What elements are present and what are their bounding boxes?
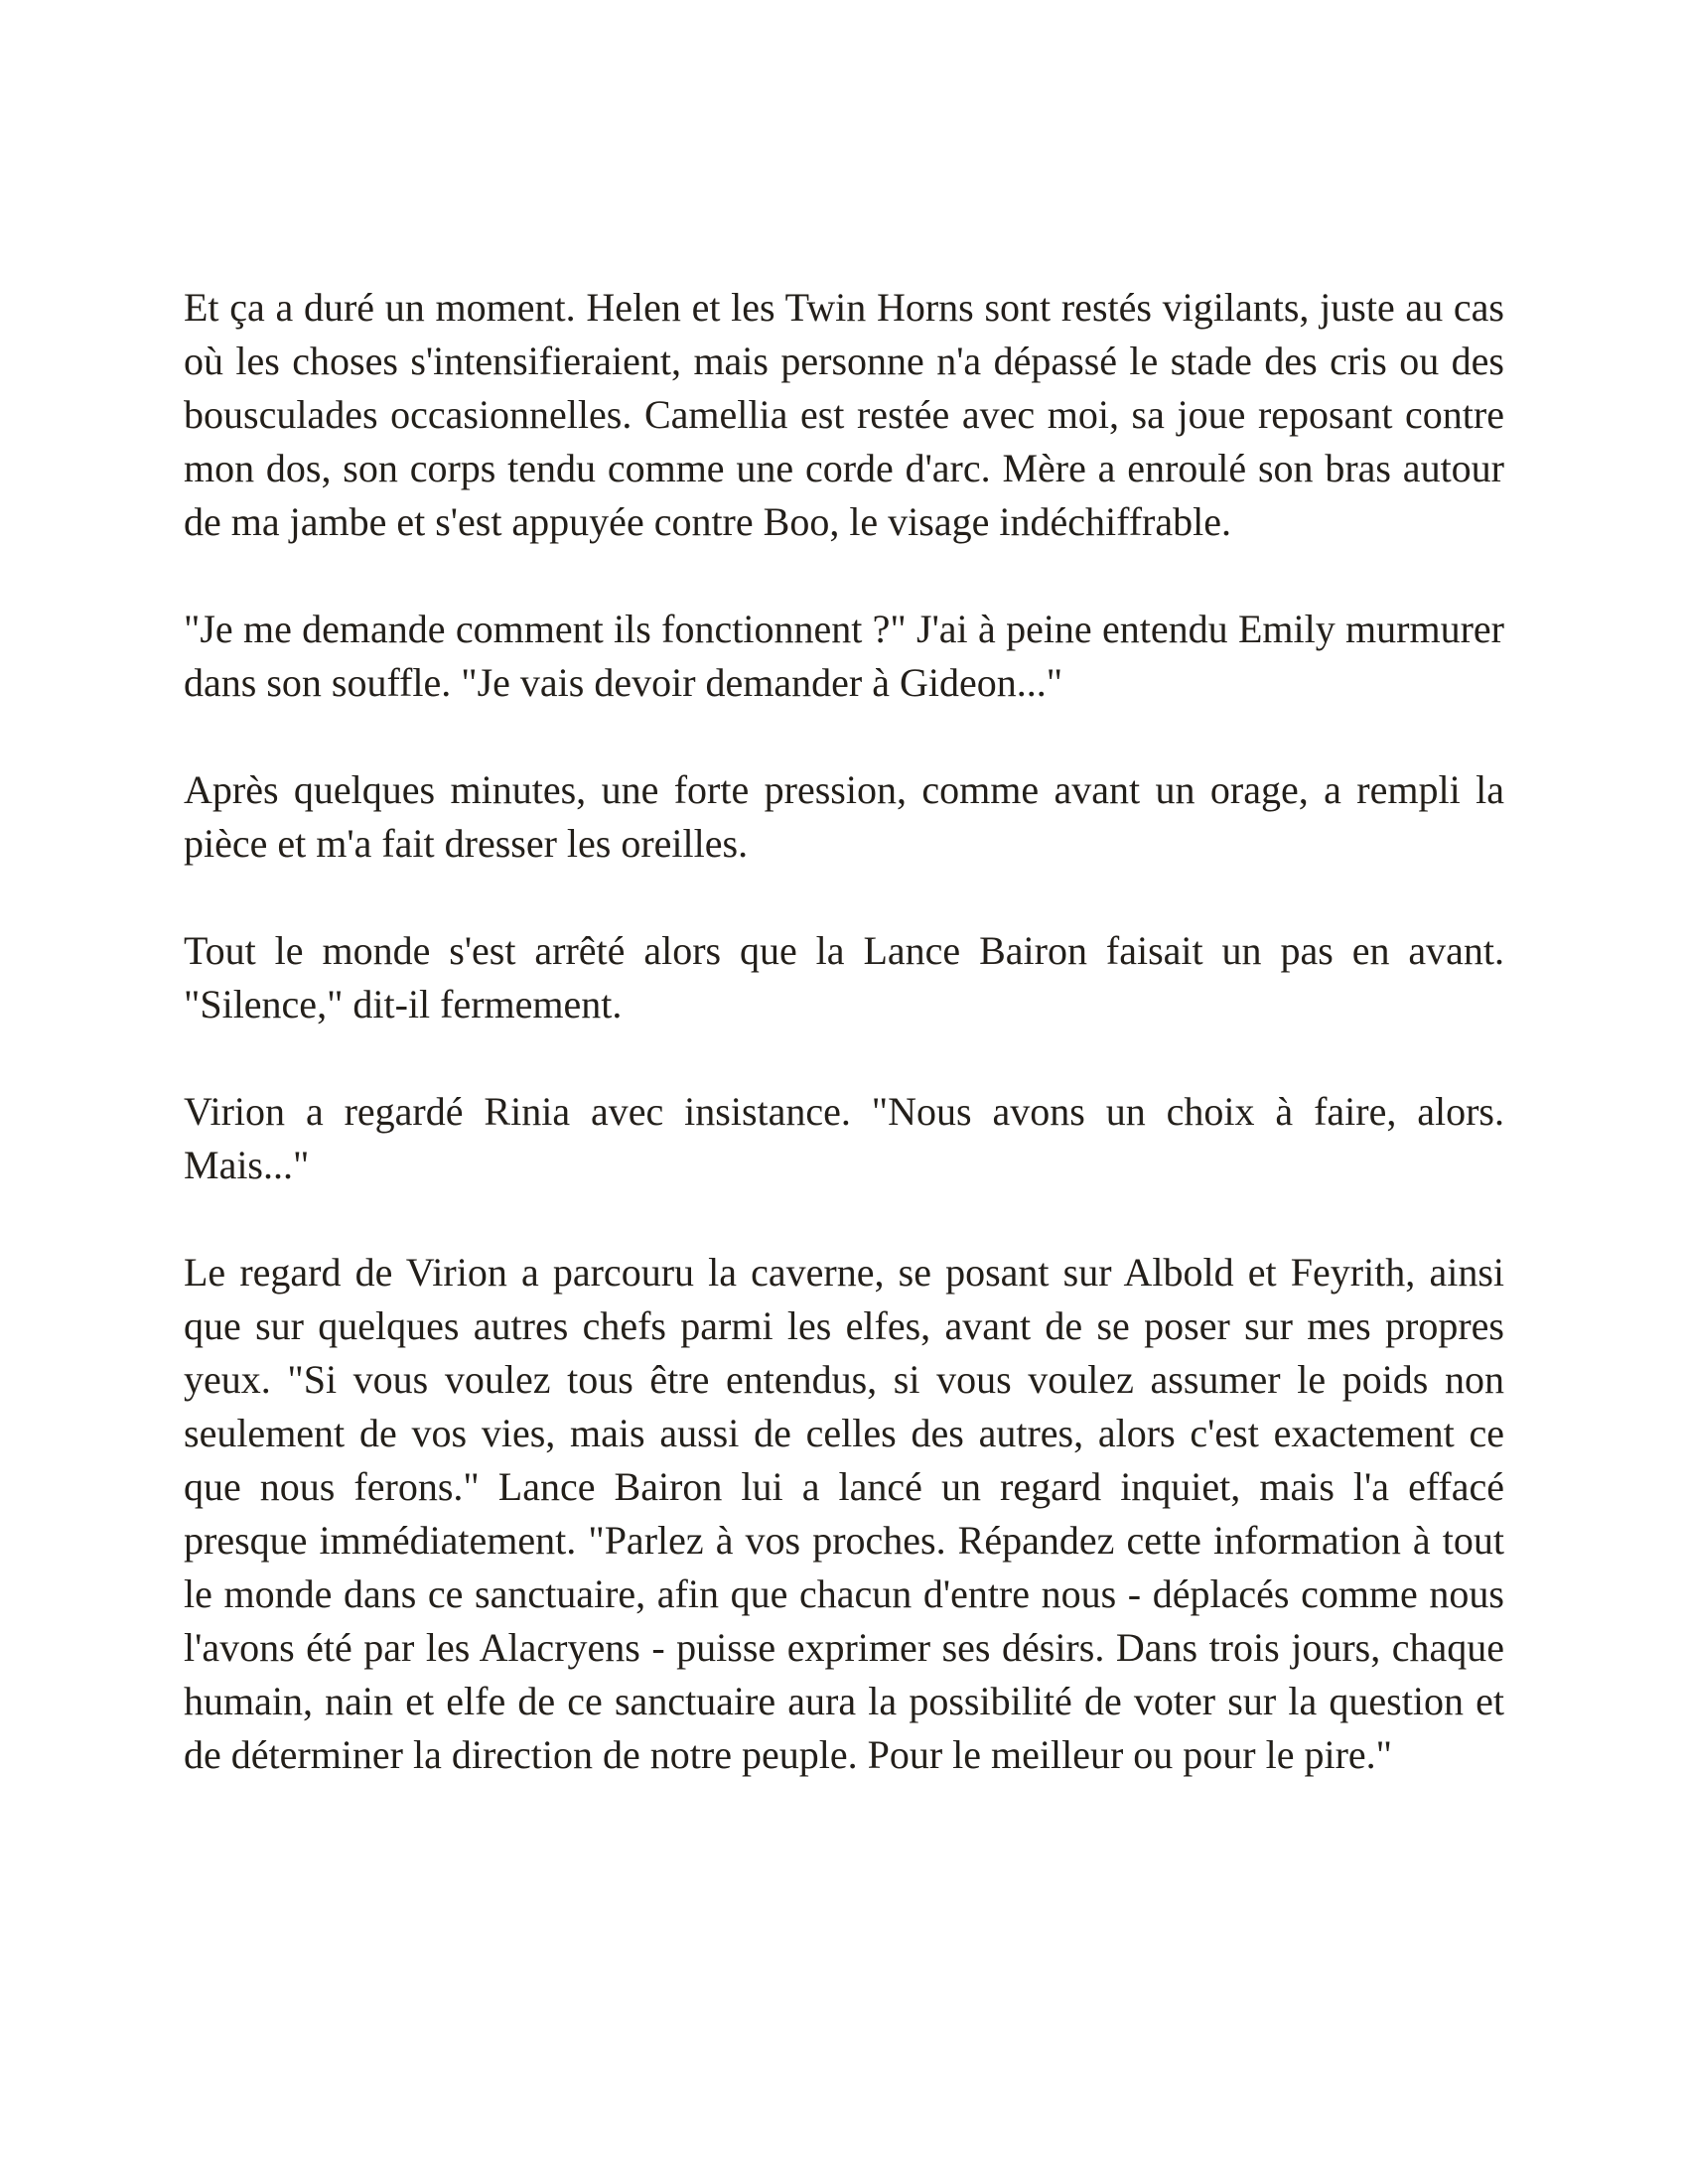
document-text-block: [184, 281, 1504, 1782]
paragraph: "Je me demande comment ils fonctionnent ?" J'ai à peine entendu Emily murmurer dans son souffle. "Je vais devoir demander à Gideon...": [184, 607, 1504, 705]
paragraph: Après quelques minutes, une forte pression, comme avant un orage, a rempli la pièce et m'a fait dresser les oreilles.: [184, 767, 1504, 866]
paragraph: Tout le monde s'est arrêté alors que la Lance Bairon faisait un pas en avant. "Silence," dit-il fermement.: [184, 928, 1504, 1026]
paragraph: Et ça a duré un moment. Helen et les Twin Horns sont restés vigilants, juste au cas où les choses s'intensifieraient, mais personne n'a dépassé le stade des cris ou des bousculades occasionnelles. Camellia est restée avec moi, sa joue reposant contre mon dos, son corps tendu comme une corde d'arc. Mère a enroulé son bras autour de ma jambe et s'est appuyée contre Boo, le visage indéchiffrable.: [184, 285, 1504, 544]
paragraph: Virion a regardé Rinia avec insistance. "Nous avons un choix à faire, alors. Mais...": [184, 1089, 1504, 1187]
paragraph: Le regard de Virion a parcouru la caverne, se posant sur Albold et Feyrith, ainsi que sur quelques autres chefs parmi les elfes, avant de se poser sur mes propres yeux. "Si vous voulez tous être entendus, si vous voulez assumer le poids non seulement de vos vies, mais aussi de celles des autres, alors c'est exactement ce que nous ferons." Lance Bairon lui a lancé un regard inquiet, mais l'a effacé presque immédiatement. "Parlez à vos proches. Répandez cette information à tout le monde dans ce sanctuaire, afin que chacun d'entre nous - déplacés comme nous l'avons été par les Alacryens - puisse exprimer ses désirs. Dans trois jours, chaque humain, nain et elfe de ce sanctuaire aura la possibilité de voter sur la question et de déterminer la direction de notre peuple. Pour le meilleur ou pour le pire.": [184, 1250, 1504, 1777]
